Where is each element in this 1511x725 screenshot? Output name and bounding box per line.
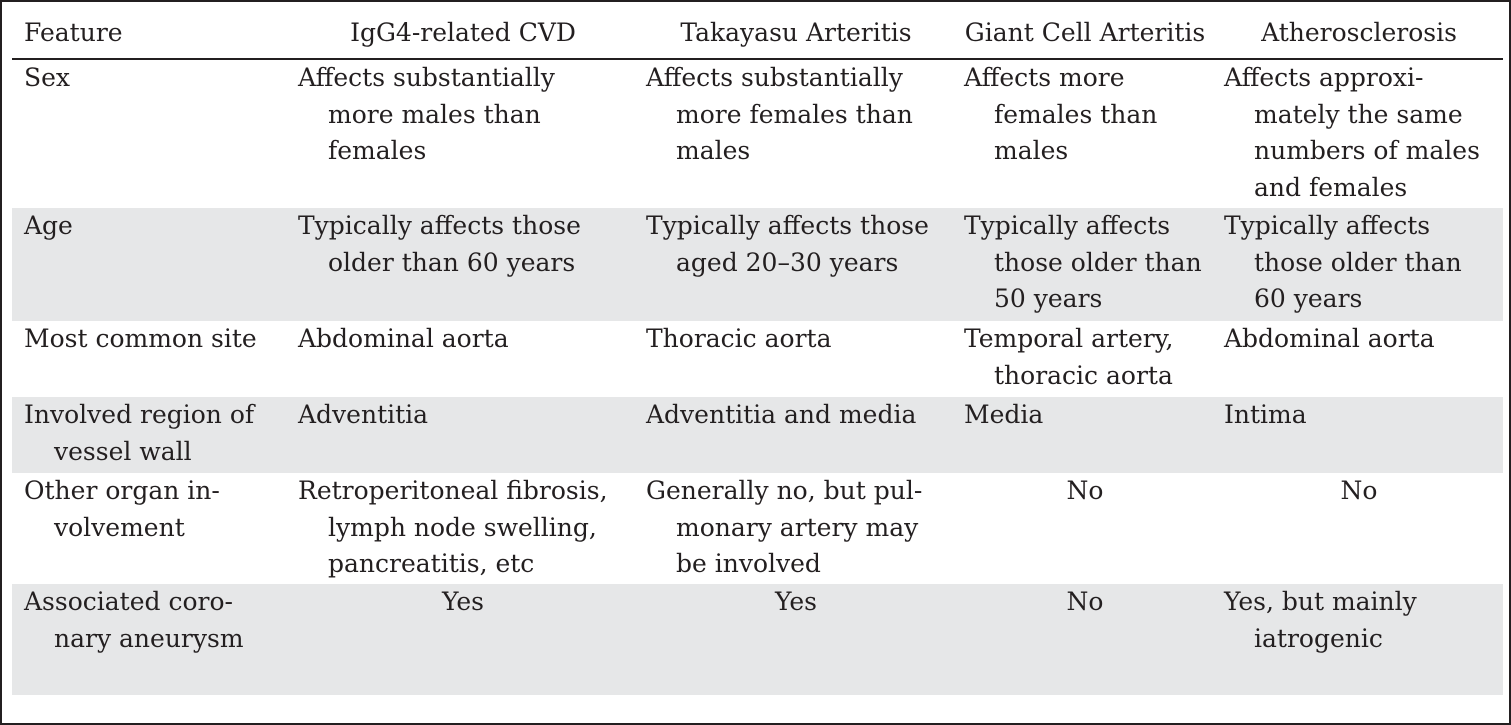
cell-atherosclerosis: Yes, but mainly iatrogenic	[1224, 587, 1417, 653]
table-row	[12, 473, 1503, 584]
row-label: Associated coro- nary aneurysm	[24, 587, 244, 653]
table-header-row	[12, 10, 1503, 60]
table-row	[12, 321, 1503, 397]
table-row	[12, 208, 1503, 321]
cell-giant-cell: No	[1066, 476, 1104, 505]
row-label: Involved region of vessel wall	[24, 400, 255, 466]
cell-igg4: Typically affects those older than 60 years	[298, 211, 581, 277]
cell-takayasu: Yes	[775, 587, 817, 616]
header-feature: Feature	[24, 18, 123, 47]
header-atherosclerosis: Atherosclerosis	[1261, 18, 1457, 47]
header-giant-cell-arteritis: Giant Cell Arteritis	[964, 18, 1206, 47]
cell-takayasu: Thoracic aorta	[646, 324, 832, 353]
cell-atherosclerosis: No	[1340, 476, 1378, 505]
cell-giant-cell: Media	[964, 400, 1044, 429]
row-label: Age	[24, 211, 73, 240]
cell-giant-cell: Affects more females than males	[964, 63, 1158, 165]
cell-igg4: Adventitia	[298, 400, 429, 429]
cell-atherosclerosis: Intima	[1224, 400, 1307, 429]
cell-giant-cell: Typically affects those older than 50 years	[964, 211, 1202, 313]
table-row	[12, 60, 1503, 208]
row-label: Most common site	[24, 324, 257, 353]
cell-takayasu: Generally no, but pul- monary artery may be involved	[646, 476, 923, 578]
row-label: Sex	[24, 63, 71, 92]
cell-atherosclerosis: Abdominal aorta	[1224, 324, 1435, 353]
table-row	[12, 584, 1503, 695]
row-label: Other organ in- volvement	[24, 476, 220, 542]
table-row	[12, 397, 1503, 473]
cell-igg4: Retroperitoneal fibrosis, lymph node swelling, pancreatitis, etc	[298, 476, 608, 578]
cell-takayasu: Adventitia and media	[646, 400, 917, 429]
cell-igg4: Abdominal aorta	[298, 324, 509, 353]
cell-takayasu: Affects substantially more females than males	[646, 63, 913, 165]
cell-atherosclerosis: Affects approxi- mately the same numbers of males and females	[1224, 63, 1480, 202]
cell-giant-cell: No	[1066, 587, 1104, 616]
cell-igg4: Affects substantially more males than females	[298, 63, 555, 165]
cell-igg4: Yes	[442, 587, 484, 616]
cell-takayasu: Typically affects those aged 20–30 years	[646, 211, 929, 277]
comparison-table	[12, 10, 1503, 695]
cell-atherosclerosis: Typically affects those older than 60 years	[1224, 211, 1462, 313]
header-takayasu-arteritis: Takayasu Arteritis	[680, 18, 912, 47]
header-igg4-cvd: IgG4-related CVD	[350, 18, 576, 47]
cell-giant-cell: Temporal artery, thoracic aorta	[964, 324, 1174, 390]
